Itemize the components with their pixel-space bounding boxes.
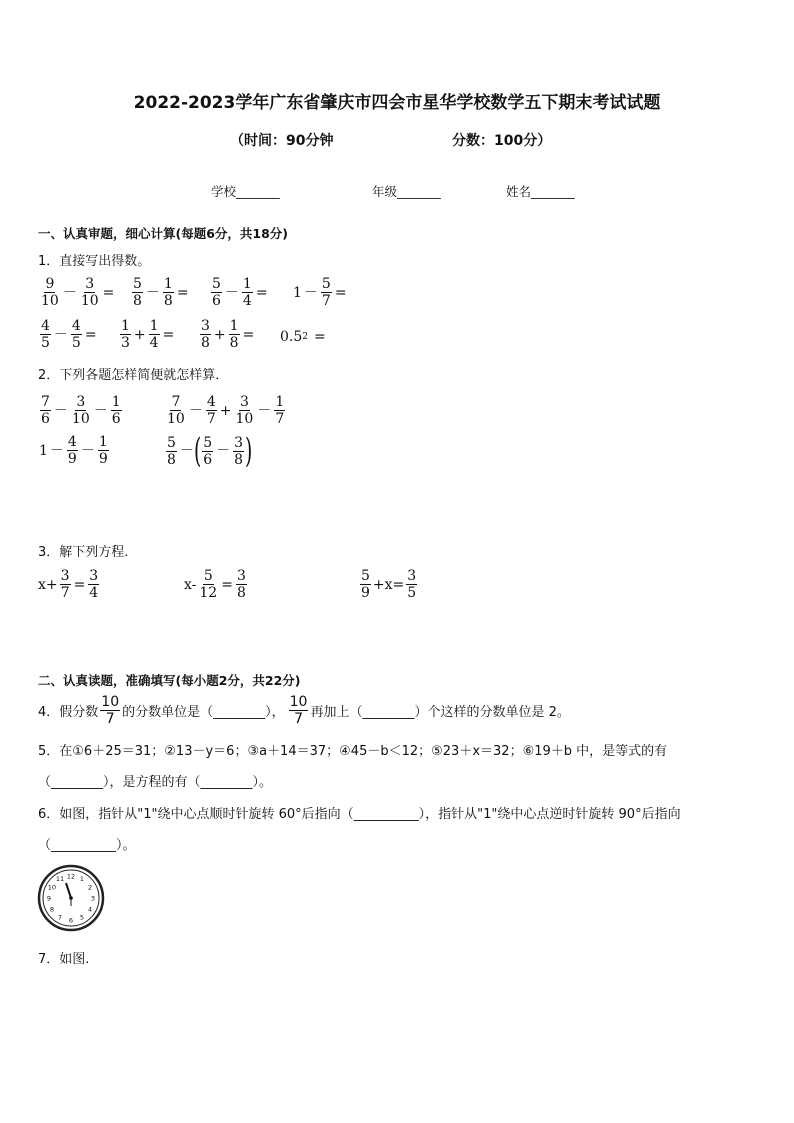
q1-expr-1: $\frac{9}{10}$ － $\frac{3}{10}$ =	[41, 276, 115, 309]
q2-expr-1: $\frac{7}{6}$ － $\frac{3}{10}$ － $\frac{1}{6}$	[41, 394, 121, 427]
time-label: （时间：90分钟	[230, 133, 334, 149]
question-5-line-1: 5．在①6＋25＝31；②13－y＝6；③a＋14＝37；④45－b＜12；⑤23＋x＝32；⑥19＋b 中，是等式的有	[38, 744, 668, 759]
q3-equation-2: x- $\frac{5}{12}$ = $\frac{3}{8}$	[184, 568, 246, 601]
q1-expr-3: $\frac{5}{6}$ － $\frac{1}{4}$ =	[212, 276, 268, 309]
clock-number-1: 1	[79, 875, 85, 884]
q2-expr-4: $\frac{5}{8}$ － ( $\frac{5}{6}$ － $\frac{3}{8}$ )	[167, 431, 253, 471]
clock-number-8: 8	[49, 905, 54, 914]
name-field: 姓名_______	[506, 184, 575, 199]
section-2-heading: 二、认真读题，准确填写(每小题2分，共22分)	[38, 673, 301, 688]
clock-number-2: 2	[88, 883, 93, 892]
clock-number-5: 5	[79, 913, 85, 922]
name-blank: _______	[531, 184, 575, 199]
q1-expr-5: $\frac{4}{5}$ － $\frac{4}{5}$ =	[41, 318, 97, 351]
clock-number-11: 11	[55, 875, 65, 884]
q2-expr-3: 1 － $\frac{4}{9}$ － $\frac{1}{9}$	[39, 434, 108, 467]
clock-number-7: 7	[57, 913, 63, 922]
question-6-line-1: 6．如图，指针从"1"绕中心点顺时针旋转 60°后指向（__________），指针从"1"绕中心点逆时针旋转 90°后指向	[38, 807, 681, 822]
question-3: 3．解下列方程．	[38, 545, 138, 560]
q2-expr-2: $\frac{7}{10}$ － $\frac{4}{7}$ + $\frac{3}{10}$ － $\frac{1}{7}$	[167, 394, 285, 427]
question-4: 4．假分数 $\frac{10}{7}$ 的分数单位是（________）， $\frac{10}{7}$ 再加上（________）个这样的分数单位是 2。	[38, 694, 570, 727]
section-1-heading: 一、认真审题，细心计算(每题6分，共18分)	[38, 226, 289, 241]
grade-blank: _______	[397, 184, 441, 199]
q1-expr-2: $\frac{5}{8}$ － $\frac{1}{8}$ =	[133, 276, 189, 309]
clock-number-9: 9	[46, 894, 52, 903]
clock-number-4: 4	[88, 905, 93, 914]
q1-expr-6: $\frac{1}{3}$ + $\frac{1}{4}$ =	[121, 318, 175, 351]
score-label: 分数：100分）	[452, 133, 552, 149]
clock-number-3: 3	[90, 894, 96, 903]
q1-expr-8: 0.5 2 =	[280, 329, 326, 345]
question-7: 7．如图.	[38, 952, 90, 967]
q3-equation-1: x+ $\frac{3}{7}$ = $\frac{3}{4}$	[38, 568, 99, 601]
q1-expr-4: 1 － $\frac{5}{7}$ =	[293, 276, 347, 309]
clock-figure	[36, 862, 106, 934]
clock-number-6: 6	[68, 916, 74, 925]
q1-expr-7: $\frac{3}{8}$ + $\frac{1}{8}$ =	[201, 318, 255, 351]
clock-number-10: 10	[47, 883, 57, 892]
question-6-line-2: （__________）。	[38, 838, 136, 853]
question-5-line-2: （________），是方程的有（________）。	[38, 775, 273, 790]
school-field: 学校_______	[211, 184, 280, 199]
question-2: 2．下列各题怎样简便就怎样算．	[38, 368, 229, 383]
grade-field: 年级_______	[372, 184, 441, 199]
page-title: 2022-2023学年广东省肇庆市四会市星华学校数学五下期末考试试题	[133, 93, 661, 113]
school-blank: _______	[236, 184, 280, 199]
clock-center	[69, 896, 73, 900]
clock-number-12: 12	[66, 872, 76, 881]
question-1: 1．直接写出得数。	[38, 254, 151, 269]
q3-equation-3: $\frac{5}{9}$ +x= $\frac{3}{5}$	[361, 568, 417, 601]
